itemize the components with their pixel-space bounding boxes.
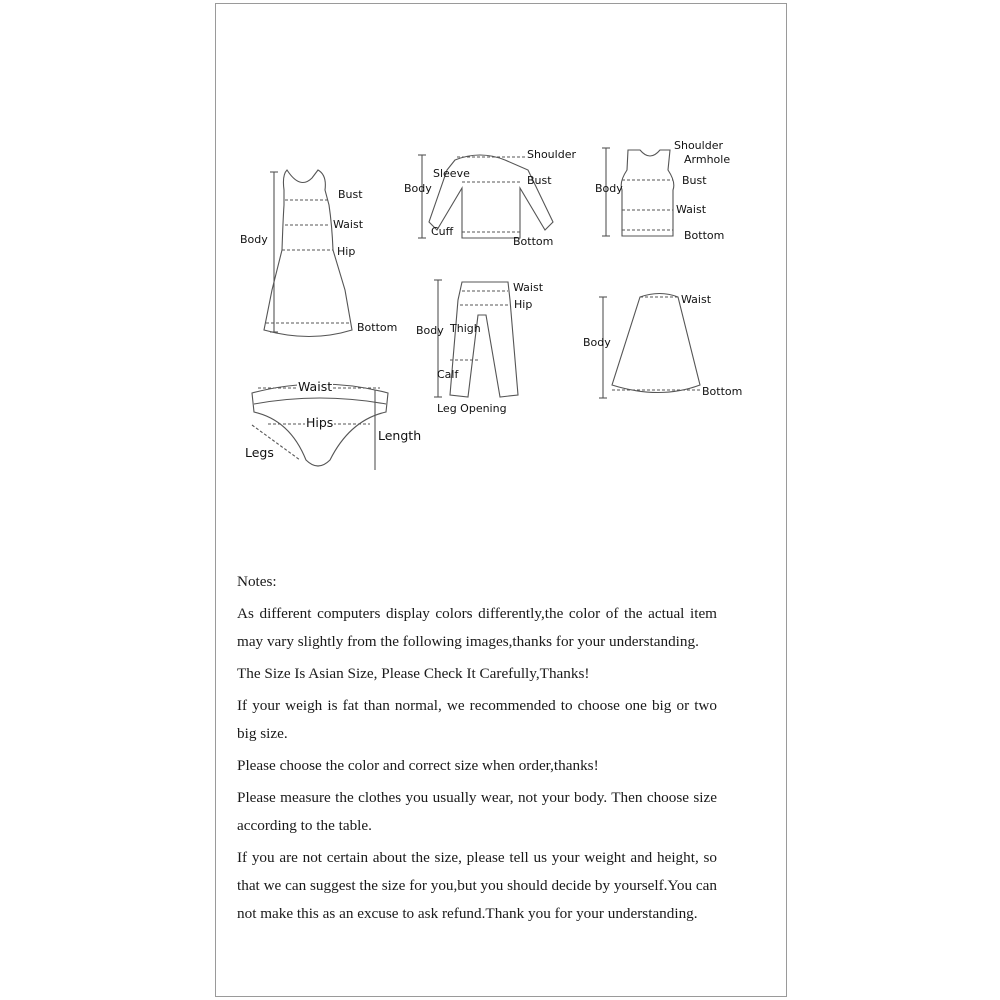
note-colors: As different computers display colors differently,the color of the actual item may vary slightly from the following images,thanks for your understanding. [237, 605, 717, 650]
pants-waist-label: Waist [513, 281, 544, 294]
notes-title: Notes: [237, 573, 277, 590]
briefs-waist-label: Waist [298, 379, 333, 394]
note-asian-size: The Size Is Asian Size, Please Check It Carefully,Thanks! [237, 665, 590, 682]
briefs-length-label: Length [378, 428, 422, 443]
vest-armhole-label: Armhole [684, 153, 731, 166]
pants-body-label: Body [416, 324, 444, 337]
pants-calf-label: Calf [437, 368, 459, 381]
vest-body-label: Body [595, 182, 623, 195]
top-bottom-label: Bottom [513, 235, 554, 248]
dress-waist-label: Waist [333, 218, 364, 231]
pants-hip-label: Hip [514, 298, 533, 311]
vest-bust-label: Bust [682, 174, 707, 187]
vest-shoulder-label: Shoulder [674, 139, 723, 152]
vest-bottom-label: Bottom [684, 229, 725, 242]
top-bust-label: Bust [527, 174, 552, 187]
pants-leg-opening-label: Leg Opening [437, 402, 507, 415]
briefs-legs-label: Legs [245, 445, 274, 460]
note-uncertain-size: If you are not certain about the size, please tell us your weight and height, so that we can suggest the size for you,but you should decide by yourself.You can not make this as an excuse to ask refund.Thank you for your understanding. [237, 849, 717, 922]
note-size-up: If your weigh is fat than normal, we recommended to choose one big or two big size. [237, 697, 717, 742]
dress-hip-label: Hip [337, 245, 356, 258]
vest-waist-label: Waist [676, 203, 707, 216]
dress-bottom-label: Bottom [357, 321, 398, 334]
top-shoulder-label: Shoulder [527, 148, 576, 161]
skirt-body-label: Body [583, 336, 611, 349]
note-measure: Please measure the clothes you usually wear, not your body. Then choose size according to the table. [237, 789, 717, 834]
top-cuff-label: Cuff [431, 225, 454, 238]
dress-body-label: Body [240, 233, 268, 246]
pants-thigh-label: Thigh [450, 322, 481, 335]
top-sleeve-label: Sleeve [433, 167, 470, 180]
notes-section [237, 568, 717, 932]
skirt-diagram [599, 294, 700, 399]
top-body-label: Body [404, 182, 432, 195]
briefs-hips-label: Hips [306, 415, 334, 430]
dress-bust-label: Bust [338, 188, 363, 201]
skirt-bottom-label: Bottom [702, 385, 743, 398]
note-choose-color: Please choose the color and correct size when order,thanks! [237, 757, 599, 774]
skirt-waist-label: Waist [681, 293, 712, 306]
